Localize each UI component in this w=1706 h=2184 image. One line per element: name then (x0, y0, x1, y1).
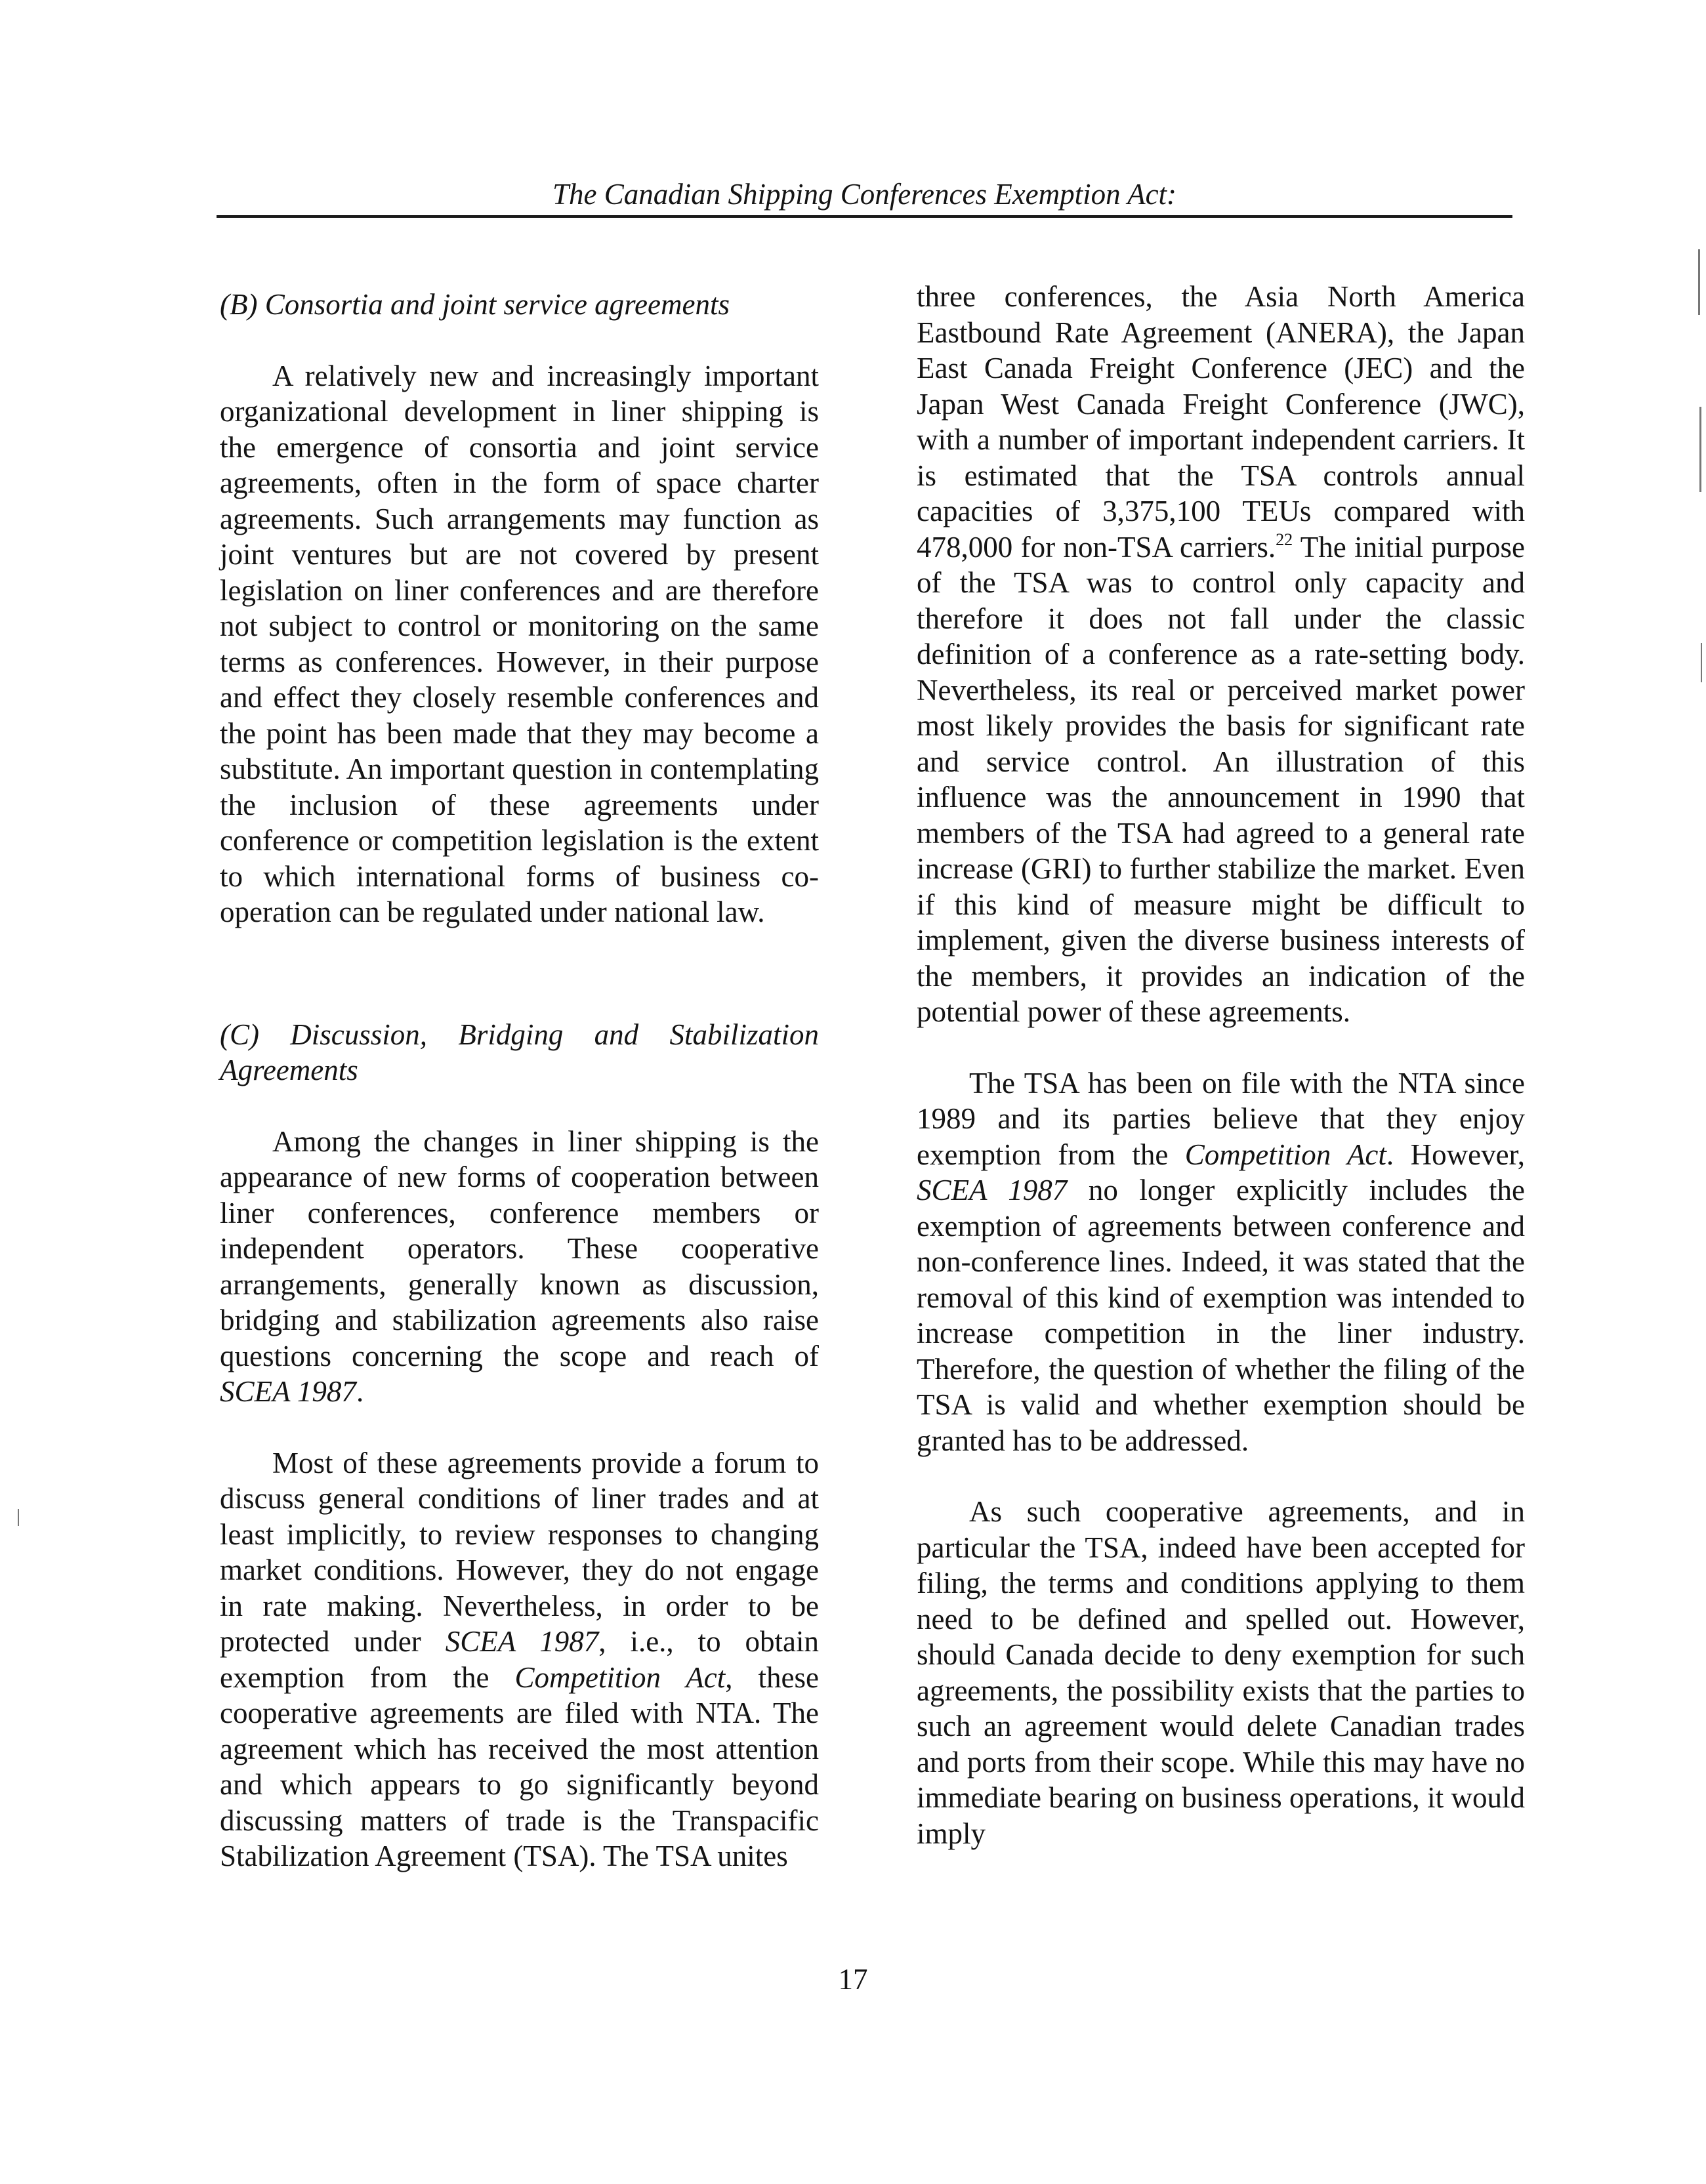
scan-mark (1698, 249, 1700, 315)
header-rule (217, 215, 1512, 218)
page-number: 17 (838, 1963, 868, 1996)
footnote-reference: 22 (1276, 529, 1293, 549)
paragraph-consortia: A relatively new and increasingly important organizational development in liner shipping is the emergence of consortia and joint service agreements, often in the form of space charter agreements. Such arrangements may function as joint ventures but are not covered by present legislation on liner conferences and are therefore not subject to control or monitoring on the same terms as conferences. However, in their purpose and effect they closely resemble conferences and the point has been made that they may become a substitute. An important question in contemplating the inclusion of these agreements under conference or competition legislation is the extent to which international forms of business co-operation can be regulated under national law. (220, 359, 819, 928)
spacer (220, 1410, 819, 1445)
act-reference: SCEA 1987 (445, 1625, 599, 1658)
scan-mark (1699, 407, 1701, 492)
spacer (220, 930, 819, 1009)
paragraph-agreements-forum (220, 1445, 819, 1874)
scan-mark (18, 1509, 19, 1526)
text-run: , i.e., to obtain exemption from the (220, 1625, 819, 1694)
paragraph-tsa-on-file (917, 1065, 1525, 1459)
text-run: . However, (1386, 1138, 1525, 1171)
text-run: three conferences, the Asia North America Eastbound Rate Agreement (ANERA), the Japan East Canada Freight Conference (JEC) and the Japan West Canada Freight Conference (JWC), with a number of important independent carriers. It is estimated that the TSA controls annual capacities of 3,375,100 TEUs compared with 478,000 for non-TSA carriers. (917, 280, 1525, 564)
act-reference: Competition Act (1184, 1138, 1386, 1171)
text-run: The TSA has been on file with the NTA since 1989 and its parties believe that they enjoy exemption from the (917, 1066, 1525, 1171)
right-column (917, 279, 1525, 1851)
text-run: The initial purpose of the TSA was to control only capacity and therefore it does not fall under the classic definition of a conference as a rate-setting body. Nevertheless, its real or perceived market power most likely provides the basis for significant rate and service control. An illustration of this influence was the announcement in 1990 that members of the TSA had agreed to a general rate increase (GRI) to further stabilize the market. Even if this kind of measure might be difficult to implement, given the diverse business interests of the members, it provides an indication of the potential power of these agreements. (917, 530, 1525, 1028)
spacer (917, 1458, 1525, 1494)
text-run: Most of these agreements provide a forum to discuss general conditions of liner trades and at least implicitly, to review responses to changing market conditions. However, they do not engage in rate making. Nevertheless, in order to be protected under (220, 1446, 819, 1658)
paragraph-cooperative-agreements: As such cooperative agreements, and in particular the TSA, indeed have been accepted for filing, the terms and conditions applying to them need to be defined and spelled out. However, should Canada decide to deny exemption for such agreements, the possibility exists that the parties to such an agreement would delete Canadian trades and ports from their scope. While this may have no immediate bearing on business operations, it would imply (917, 1495, 1525, 1850)
scan-mark (1701, 643, 1702, 682)
act-reference: SCEA 1987 (917, 1174, 1068, 1206)
spacer (220, 323, 819, 358)
text-run: . (356, 1375, 364, 1408)
spacer (917, 1030, 1525, 1065)
act-reference: SCEA 1987 (220, 1375, 356, 1408)
text-run: , these cooperative agreements are filed with NTA. The agreement which has received the most attention and which appears to go significantly beyond discussing matters of trade is the Transpacific Stabilization Agreement (TSA). The TSA unites (220, 1660, 820, 1872)
text-run: Among the changes in liner shipping is the appearance of new forms of cooperation between liner conferences, conference members or independent operators. These cooperative arrangements, generally known as discussion, bridging and stabilization agreements also raise questions concerning the scope and reach of (220, 1124, 819, 1372)
act-reference: Competition Act (514, 1660, 726, 1694)
running-header: The Canadian Shipping Conferences Exemption Act: (552, 178, 1177, 211)
paragraph-changes-in-liner-shipping (220, 1124, 819, 1410)
paragraph-tsa-continued (917, 279, 1525, 1030)
section-heading-consortia: (B) Consortia and joint service agreements (220, 288, 730, 321)
left-column (220, 279, 819, 1874)
section-heading-discussion-agreements: (C) Discussion, Bridging and Stabilization Agreements (220, 1018, 819, 1086)
text-run: no longer explicitly includes the exemption of agreements between conference and non-conference lines. Indeed, it was stated that the removal of this kind of exemption was intended to increase competition in the liner industry. Therefore, the question of whether the filing of the TSA is valid and whether exemption should be granted has to be addressed. (917, 1174, 1526, 1457)
spacer (220, 1088, 819, 1124)
